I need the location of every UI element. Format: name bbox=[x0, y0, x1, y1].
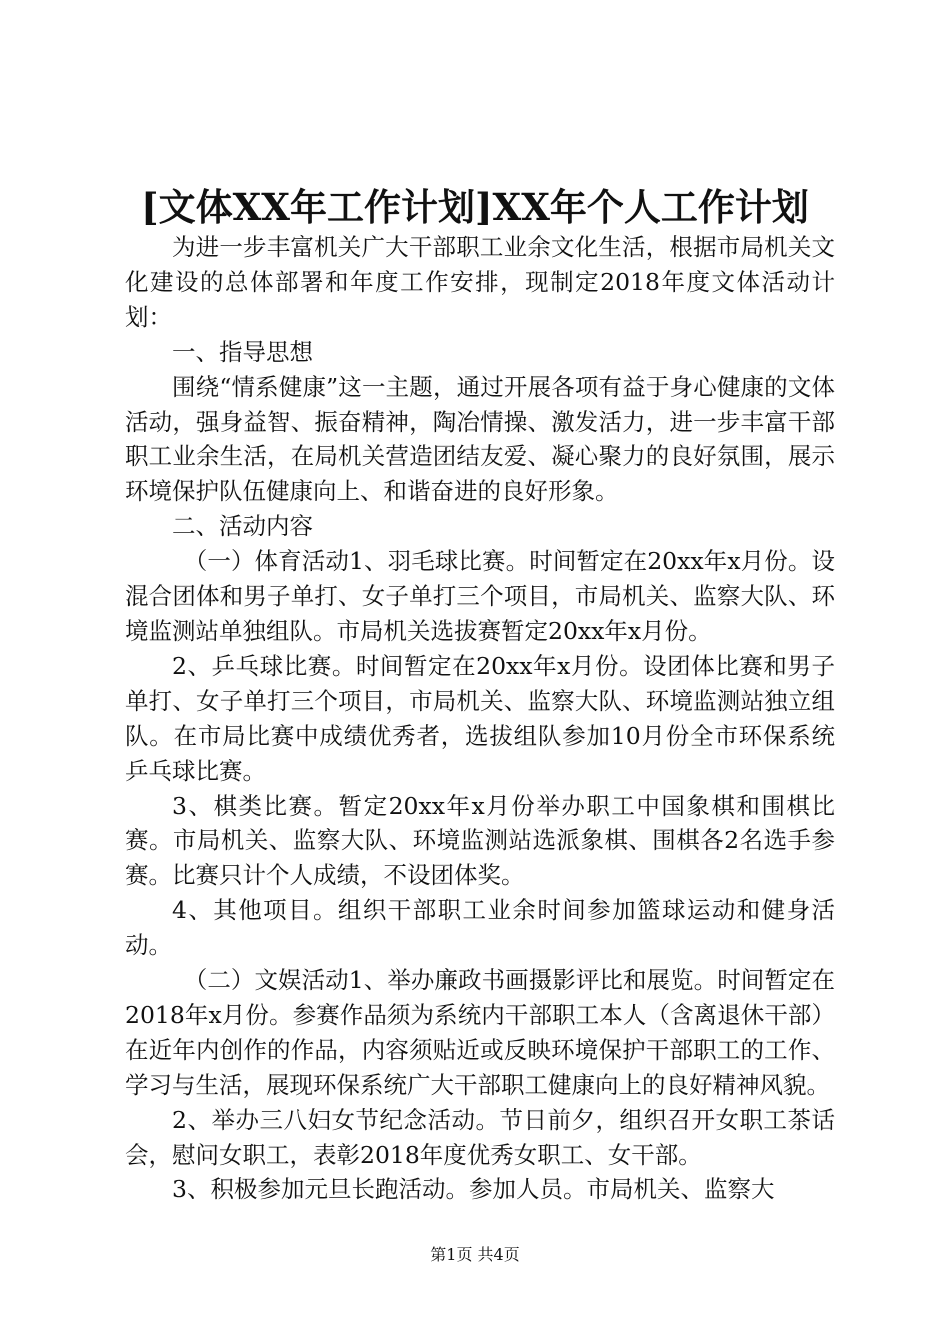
page-footer: 第1页 共4页 bbox=[430, 1245, 520, 1264]
heading-guiding-ideology: 一、指导思想 bbox=[172, 337, 313, 366]
paragraph-chess: 3、棋类比赛。暂定20xx年x月份举办职工中国象棋和围棋比赛。市局机关、监察大队、环境监测站选派象棋、围棋各2名选手参赛。比赛只计个人成绩，不设团体奖。 bbox=[125, 791, 835, 890]
paragraph-sports-badminton: （一）体育活动1、羽毛球比赛。时间暂定在20xx年x月份。设混合团体和男子单打、女子单打三个项目，市局机关、监察大队、环境监测站单独组队。市局机关选拔赛暂定20xx年x月份。 bbox=[125, 547, 835, 645]
paragraph-intro: 为进一步丰富机关广大干部职工业余文化生活，根据市局机关文化建设的总体部署和年度工作安排，现制定2018年度文体活动计划： bbox=[125, 233, 835, 331]
heading-activity-content: 二、活动内容 bbox=[172, 512, 313, 541]
paragraph-new-year-run: 3、积极参加元旦长跑活动。参加人员。市局机关、监察大 bbox=[172, 1175, 775, 1204]
document-body bbox=[125, 230, 835, 1207]
paragraph-table-tennis: 2、乒乓球比赛。时间暂定在20xx年x月份。设团体比赛和男子单打、女子单打三个项目，市局机关、监察大队、环境监测站独立组队。在市局比赛中成绩优秀者，选拔组队参加10月份全市环保系统乒乓球比赛。 bbox=[125, 651, 835, 785]
paragraph-entertainment-exhibition: （二）文娱活动1、举办廉政书画摄影评比和展览。时间暂定在2018年x月份。参赛作品须为系统内干部职工本人（含离退休干部）在近年内创作的作品，内容须贴近或反映环境保护干部职工的工作、学习与生活，展现环保系统广大干部职工健康向上的良好精神风貌。 bbox=[125, 966, 835, 1099]
paragraph-womens-day: 2、举办三八妇女节纪念活动。节日前夕，组织召开女职工茶话会，慰问女职工，表彰2018年度优秀女职工、女干部。 bbox=[125, 1105, 835, 1169]
paragraph-guiding-ideology: 围绕“情系健康”这一主题，通过开展各项有益于身心健康的文体活动，强身益智、振奋精神，陶冶情操、激发活力，进一步丰富干部职工业余生活，在局机关营造团结友爱、凝心聚力的良好氛围，展示环境保护队伍健康向上、和谐奋进的良好形象。 bbox=[125, 372, 835, 506]
paragraph-other-items: 4、其他项目。组织干部职工业余时间参加篮球运动和健身活动。 bbox=[125, 896, 835, 960]
document-title: [文体XX年工作计划]XX年个人工作计划 bbox=[141, 185, 809, 229]
